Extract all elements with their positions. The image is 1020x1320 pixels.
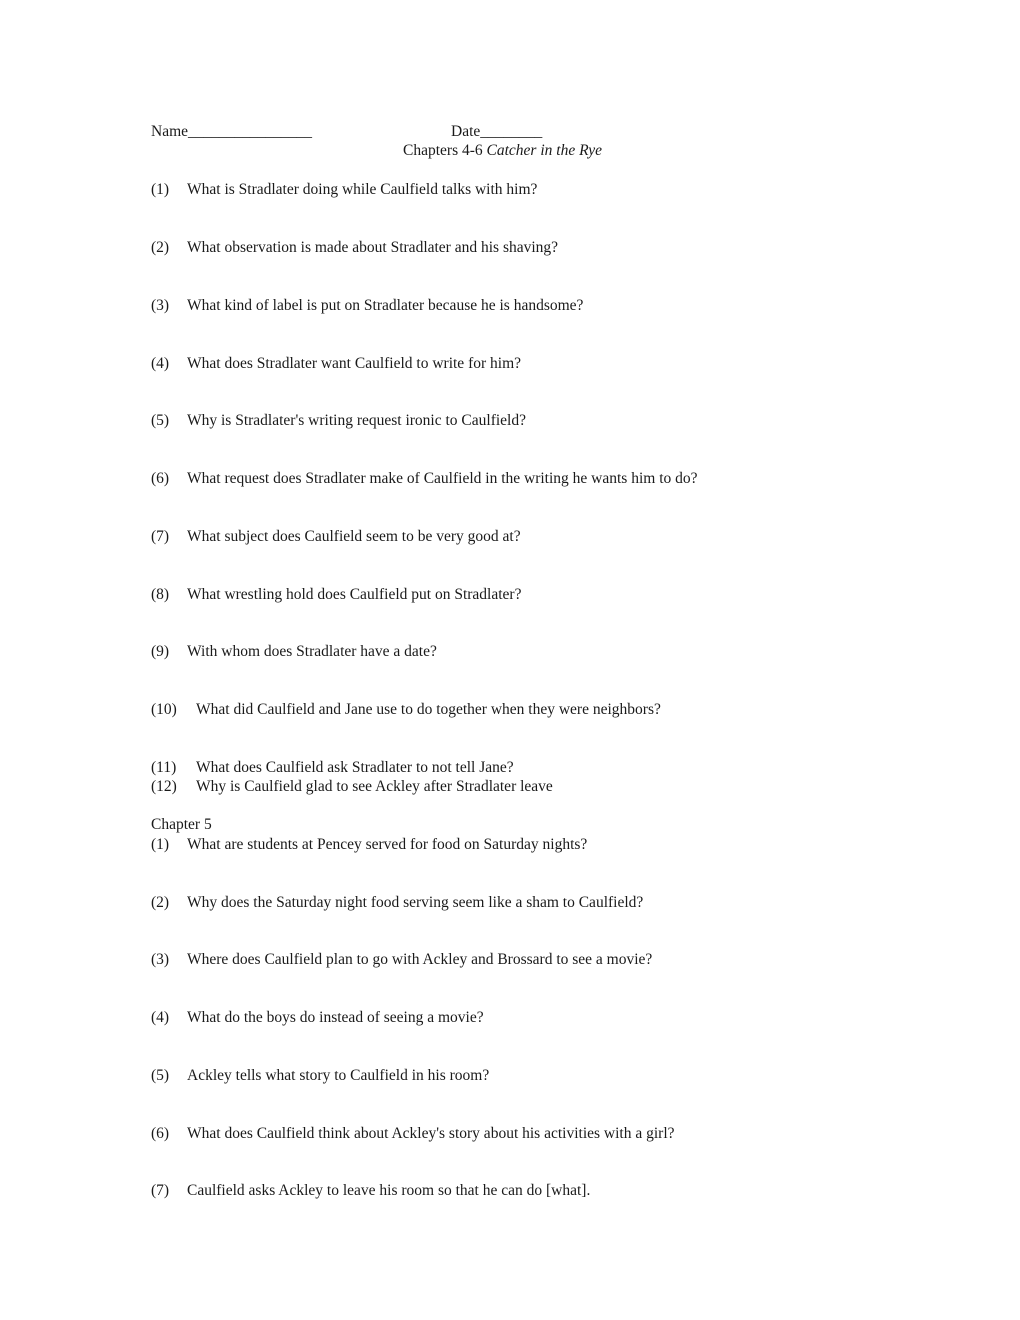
question-text: Ackley tells what story to Caulfield in his room? — [187, 1067, 490, 1084]
title-book: Catcher in the Rye — [486, 142, 603, 159]
date-field-label: Date________ — [451, 123, 543, 140]
question-number: (4) — [151, 1009, 170, 1026]
question-number: (6) — [151, 470, 170, 487]
question-number: (5) — [151, 1067, 170, 1084]
question-number: (12) — [151, 778, 177, 795]
question-text: What are students at Pencey served for food on Saturday nights? — [187, 836, 588, 853]
chapter-5-heading: Chapter 5 — [151, 816, 212, 833]
question-text: Why is Stradlater's writing request ironic to Caulfield? — [187, 412, 526, 429]
question-text: What subject does Caulfield seem to be very good at? — [187, 528, 521, 545]
question-text: With whom does Stradlater have a date? — [187, 643, 437, 660]
question-text: Why does the Saturday night food serving seem like a sham to Caulfield? — [187, 894, 644, 911]
question-number: (1) — [151, 836, 170, 853]
question-number: (11) — [151, 759, 177, 776]
question-number: (3) — [151, 297, 170, 314]
question-text: What kind of label is put on Stradlater because he is handsome? — [187, 297, 584, 314]
question-text: What does Caulfield ask Stradlater to not tell Jane? — [196, 759, 514, 776]
question-number: (7) — [151, 528, 170, 545]
question-text: What does Caulfield think about Ackley's story about his activities with a girl? — [187, 1125, 675, 1142]
question-number: (1) — [151, 181, 170, 198]
question-text: What does Stradlater want Caulfield to write for him? — [187, 355, 522, 372]
question-text: What request does Stradlater make of Caulfield in the writing he wants him to do? — [187, 470, 698, 487]
question-text: What wrestling hold does Caulfield put on Stradlater? — [187, 586, 522, 603]
title-chapters: Chapters 4-6 — [403, 142, 487, 159]
question-number: (10) — [151, 701, 177, 718]
worksheet-title — [403, 141, 602, 160]
question-text: Caulfield asks Ackley to leave his room so that he can do [what]. — [187, 1182, 591, 1199]
question-number: (6) — [151, 1125, 170, 1142]
question-number: (3) — [151, 951, 170, 968]
question-number: (7) — [151, 1182, 170, 1199]
question-number: (8) — [151, 586, 170, 603]
question-text: What do the boys do instead of seeing a movie? — [187, 1009, 484, 1026]
question-text: What did Caulfield and Jane use to do together when they were neighbors? — [196, 701, 661, 718]
question-number: (2) — [151, 239, 170, 256]
question-text: Why is Caulfield glad to see Ackley after Stradlater leave — [196, 778, 553, 795]
question-number: (2) — [151, 894, 170, 911]
question-number: (5) — [151, 412, 170, 429]
name-field-label: Name________________ — [151, 123, 313, 140]
question-number: (4) — [151, 355, 170, 372]
question-text: What is Stradlater doing while Caulfield talks with him? — [187, 181, 538, 198]
question-text: What observation is made about Stradlater and his shaving? — [187, 239, 559, 256]
question-number: (9) — [151, 643, 170, 660]
question-text: Where does Caulfield plan to go with Ackley and Brossard to see a movie? — [187, 951, 653, 968]
